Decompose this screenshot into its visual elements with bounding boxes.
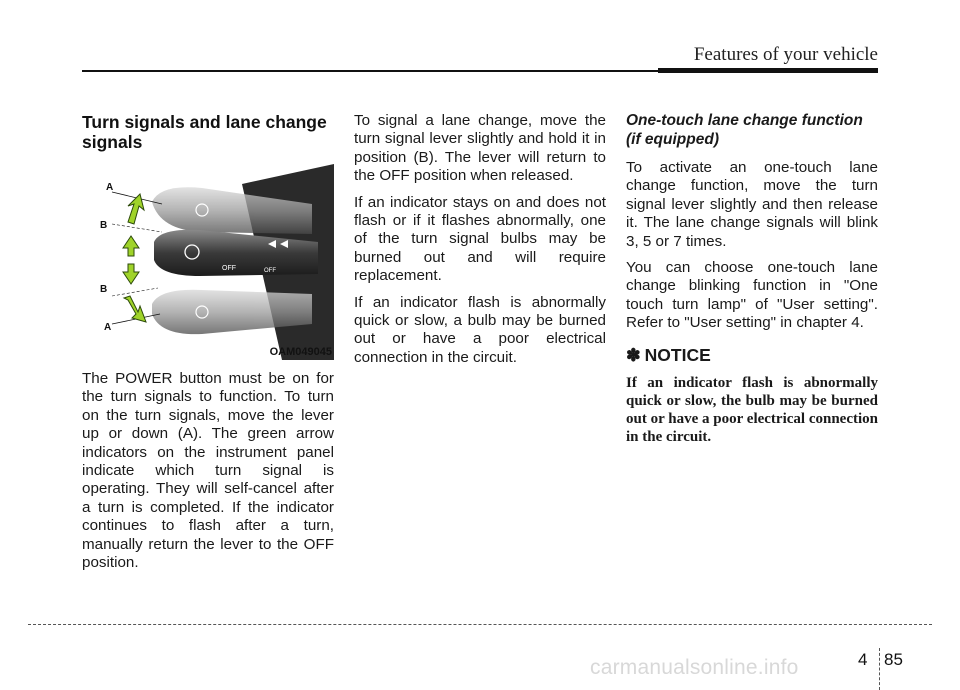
watermark: carmanualsonline.info bbox=[590, 656, 799, 679]
body-paragraph: To signal a lane change, move the turn signal lever slightly and hold it in position (B). The lever will return to the OFF position when released. bbox=[354, 112, 606, 185]
body-paragraph: You can choose one-touch lane change blinking function in "One touch turn lamp" of "User setting". Refer to "User setting" in chapter 4. bbox=[626, 259, 878, 332]
body-paragraph: If an indicator stays on and does not flash or if it flashes abnormally, one of the turn signal bulbs may be burned out and will require replacement. bbox=[354, 193, 606, 285]
footer-rule bbox=[28, 624, 932, 625]
turn-signal-lever-figure bbox=[82, 164, 334, 360]
arrow-up-icon bbox=[123, 236, 139, 256]
header-rule-accent bbox=[658, 68, 878, 73]
page-number: 85 bbox=[884, 650, 903, 669]
page-header-title: Features of your vehicle bbox=[693, 44, 878, 65]
notice-heading bbox=[626, 345, 878, 366]
subsection-heading: One-touch lane change function (if equipped) bbox=[626, 112, 863, 148]
arrow-down-icon bbox=[123, 264, 139, 284]
svg-text:OFF: OFF bbox=[264, 268, 276, 274]
arrow-up-diagonal-icon bbox=[128, 194, 144, 224]
section-heading: Turn signals and lane change signals bbox=[82, 112, 327, 152]
figure-label-a-bottom: A bbox=[104, 322, 112, 333]
body-paragraph: To activate an one-touch lane change function, move the turn signal lever slightly and then release it. The lane change signals will blink 3, 5 or 7 times. bbox=[626, 159, 878, 250]
figure-label-a-top: A bbox=[106, 182, 114, 193]
turn-signal-lever-illustration bbox=[82, 164, 334, 360]
page-number-divider bbox=[879, 648, 880, 690]
column-1 bbox=[82, 112, 334, 580]
body-paragraph: The POWER button must be on for the turn signals to function. To turn on the turn signals, move the lever up or down (A). The green arrow indicators on the instrument panel indicate which turn signal is operating. They will self-cancel after a turn is completed. If the indicator continues to flash after a turn, manually return the lever to the OFF position. bbox=[82, 370, 334, 572]
notice-icon: ✽ bbox=[626, 344, 641, 365]
figure-code: OAM049045 bbox=[269, 346, 332, 358]
figure-label-b-bottom: B bbox=[100, 284, 108, 295]
chapter-number: 4 bbox=[858, 650, 868, 669]
body-paragraph: If an indicator flash is abnormally quick or slow, a bulb may be burned out or have a poor electrical connection in the circuit. bbox=[354, 293, 606, 366]
column-3 bbox=[626, 112, 878, 446]
svg-text:OFF: OFF bbox=[222, 265, 236, 272]
notice-body: If an indicator flash is abnormally quick or slow, the bulb may be burned out or have a poor electrical connection in the circuit. bbox=[626, 374, 878, 445]
column-2 bbox=[354, 112, 606, 375]
arrow-down-diagonal-icon bbox=[124, 296, 146, 322]
notice-title: NOTICE bbox=[644, 344, 711, 365]
figure-label-b-top: B bbox=[100, 220, 108, 231]
